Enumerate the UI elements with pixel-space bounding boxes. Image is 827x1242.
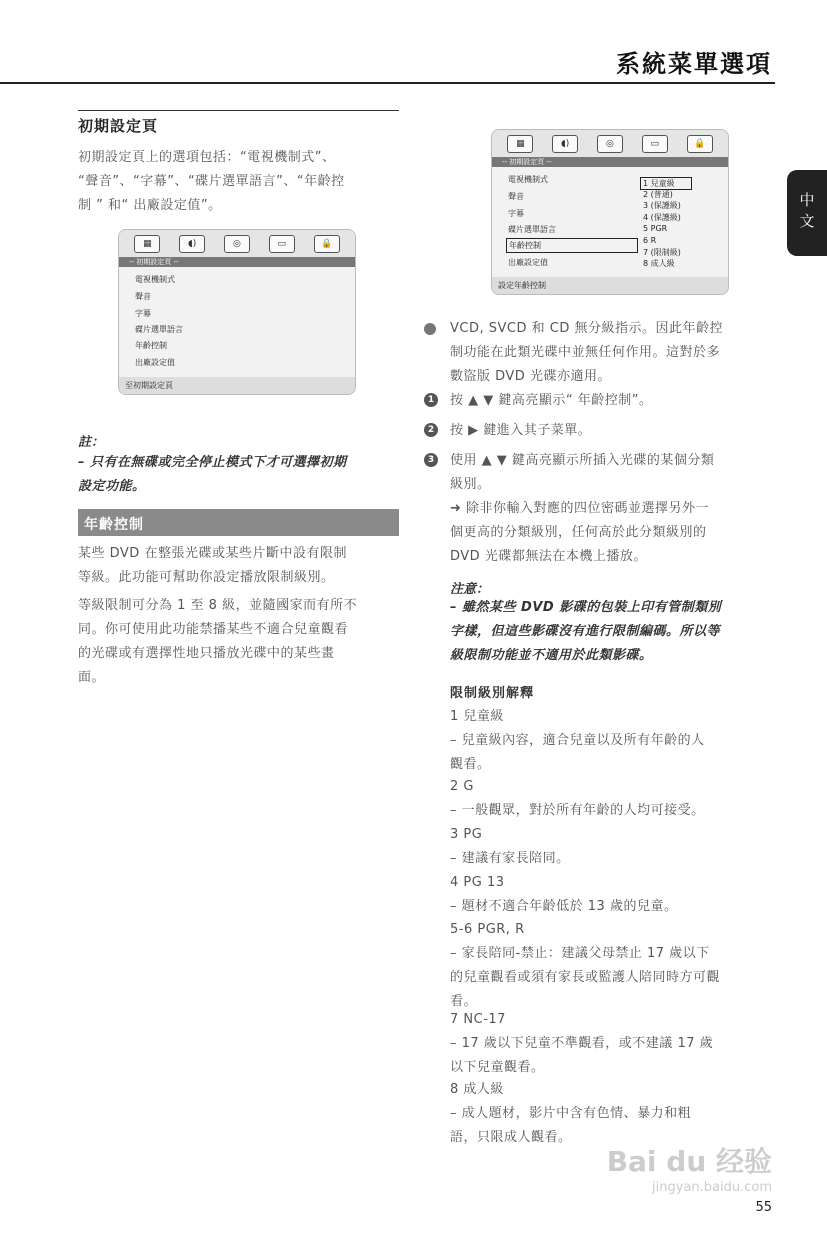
section-title: 初期設定頁	[78, 117, 159, 135]
watermark-url: jingyan.baidu.com	[652, 1180, 772, 1195]
paragraph-2	[78, 594, 408, 690]
watermark-logo: Bai du 经验	[606, 1145, 772, 1178]
text-line: 制 ” 和“ 出廠設定值”。	[78, 198, 222, 213]
menu-item: 碟片選單語言	[508, 225, 556, 234]
text-line: 按 ▶ 鍵進入其子菜單。	[450, 423, 592, 438]
step-number-icon: 2	[424, 423, 438, 437]
rating-desc: 觀看。	[450, 757, 491, 772]
menu-item: 聲音	[508, 192, 524, 201]
speaker-icon: ◖)	[552, 135, 578, 153]
note-label: 註：	[78, 435, 105, 450]
menu-item-selected: 年齡控制	[506, 238, 638, 253]
text-line: 等級限制可分為 1 至 8 級，並隨國家而有所不	[78, 598, 358, 613]
text-line: 級別。	[450, 477, 491, 492]
section-band-age-control: 年齡控制	[78, 509, 399, 536]
rating-title: 8 成人級	[450, 1082, 504, 1097]
picture-icon: ▦	[134, 235, 160, 253]
speaker-icon: ◖)	[179, 235, 205, 253]
rating-desc: – 家長陪同-禁止：建議父母禁止 17 歲以下	[450, 946, 710, 961]
menu-item: 年齡控制	[135, 341, 167, 350]
menu-footer: 至初期設定頁	[119, 377, 355, 394]
menu-item: 電視機制式	[135, 275, 175, 284]
rating-title: 5-6 PGR, R	[450, 922, 525, 937]
paragraph-1	[78, 542, 408, 590]
screen-icon: ▭	[642, 135, 668, 153]
step-number-icon: 3	[424, 453, 438, 467]
screen-icon: ▭	[269, 235, 295, 253]
text-line: 使用 ▲ ▼ 鍵高亮顯示所插入光碟的某個分類	[450, 453, 715, 468]
menu-bar-label: -- 初期設定頁 --	[119, 257, 355, 267]
setup-menu-screenshot	[118, 229, 356, 395]
note-text	[450, 596, 780, 668]
rating-title: 2 G	[450, 779, 474, 794]
rating-option: 5 PGR	[643, 224, 668, 233]
rating-entry	[450, 918, 770, 1014]
picture-icon: ▦	[507, 135, 533, 153]
rating-entry	[450, 775, 770, 823]
text-line: 制功能在此類光碟中並無任何作用。這對於多	[450, 345, 721, 360]
age-control-menu-screenshot	[491, 129, 729, 295]
text-line: 個更高的分類級別，任何高於此分類級別的	[450, 525, 707, 540]
menu-icon-bar	[492, 130, 728, 157]
menu-item: 碟片選單語言	[135, 325, 183, 334]
menu-item: 電視機制式	[508, 175, 548, 184]
page-title: 系統菜單選項	[616, 50, 772, 78]
text-line: ➜ 除非你輸入對應的四位密碼並選擇另外一	[450, 501, 710, 516]
menu-bar-label: -- 初期設定頁 --	[492, 157, 728, 167]
rating-entry	[450, 871, 770, 919]
disc-icon: ◎	[597, 135, 623, 153]
menu-footer: 設定年齡控制	[492, 277, 728, 294]
rating-option: 6 R	[643, 236, 657, 245]
step-1-text	[450, 389, 780, 413]
text-line: VCD, SVCD 和 CD 無分級指示。因此年齡控	[450, 321, 723, 336]
text-line: 級限制功能並不適用於此類影碟。	[450, 648, 653, 663]
language-tab: 中文	[787, 170, 827, 256]
bullet-text	[450, 317, 780, 389]
menu-item: 出廠設定值	[135, 358, 175, 367]
rating-option: 2 (普通)	[643, 190, 673, 199]
rating-desc: – 成人題材，影片中含有色情、暴力和粗	[450, 1106, 692, 1121]
rating-option: 3 (保護級)	[643, 201, 681, 210]
menu-item: 字幕	[508, 209, 524, 218]
rating-desc: – 一般觀眾，對於所有年齡的人均可接受。	[450, 803, 705, 818]
step-2-text	[450, 419, 780, 443]
text-line: 面。	[78, 670, 106, 685]
rating-desc: – 17 歲以下兒童不準觀看，或不建議 17 歲	[450, 1036, 714, 1051]
note-text	[78, 451, 408, 499]
rating-desc: – 建議有家長陪同。	[450, 851, 570, 866]
rating-title: 4 PG 13	[450, 875, 505, 890]
intro-paragraph	[78, 146, 408, 218]
text-line: DVD 光碟都無法在本機上播放。	[450, 549, 647, 564]
menu-item: 聲音	[135, 292, 151, 301]
note-label: 注意：	[450, 582, 490, 597]
page-number: 55	[755, 1200, 772, 1215]
text-line: 的光碟或有選擇性地只播放光碟中的某些畫	[78, 646, 335, 661]
rating-desc: 以下兒童觀看。	[450, 1060, 545, 1075]
section-divider	[78, 110, 399, 111]
step-number-icon: 1	[424, 393, 438, 407]
text-line: 設定功能。	[78, 479, 146, 494]
rating-desc: 看。	[450, 994, 478, 1009]
rating-option: 7 (限制級)	[643, 248, 681, 257]
text-line: 按 ▲ ▼ 鍵高亮顯示“ 年齡控制”。	[450, 393, 653, 408]
menu-item: 字幕	[135, 309, 151, 318]
rating-desc: 語，只限成人觀看。	[450, 1130, 572, 1145]
text-line: 字樣，但這些影碟沒有進行限制編碼。所以等	[450, 624, 721, 639]
lock-icon: 🔒	[314, 235, 340, 253]
text-line: – 雖然某些 DVD 影碟的包裝上印有管制類別	[450, 600, 722, 615]
text-line: 某些 DVD 在整張光碟或某些片斷中設有限制	[78, 546, 347, 561]
rating-desc: 的兒童觀看或須有家長或監護人陪同時方可觀	[450, 970, 721, 985]
text-line: “聲音”、“字幕”、“碟片選單語言”、“年齡控	[78, 174, 345, 189]
rating-desc: – 題材不適合年齡低於 13 歲的兒童。	[450, 899, 678, 914]
text-line: 同。你可使用此功能禁播某些不適合兒童觀看	[78, 622, 349, 637]
text-line: 數盜版 DVD 光碟亦適用。	[450, 369, 611, 384]
rating-title: 1 兒童級	[450, 709, 504, 724]
rating-option: 8 成人級	[643, 259, 675, 268]
disc-icon: ◎	[224, 235, 250, 253]
text-line: 等級。此功能可幫助你設定播放限制級別。	[78, 570, 335, 585]
step-3-text	[450, 449, 780, 569]
rating-title: 3 PG	[450, 827, 483, 842]
text-line: 初期設定頁上的選項包括：“電視機制式”、	[78, 150, 336, 165]
rating-desc: – 兒童級內容，適合兒童以及所有年齡的人	[450, 733, 705, 748]
bullet-icon	[424, 323, 436, 335]
ratings-heading: 限制級別解釋	[450, 686, 535, 701]
rating-entry	[450, 705, 770, 777]
menu-icon-bar	[119, 230, 355, 257]
rating-entry	[450, 1008, 770, 1080]
rating-entry	[450, 823, 770, 871]
text-line: – 只有在無碟或完全停止模式下才可選擇初期	[78, 455, 347, 470]
lock-icon: 🔒	[687, 135, 713, 153]
menu-item: 出廠設定值	[508, 258, 548, 267]
header-divider	[0, 82, 775, 84]
rating-title: 7 NC-17	[450, 1012, 506, 1027]
rating-option-selected: 1 兒童級	[640, 177, 692, 190]
rating-option: 4 (保護級)	[643, 213, 681, 222]
